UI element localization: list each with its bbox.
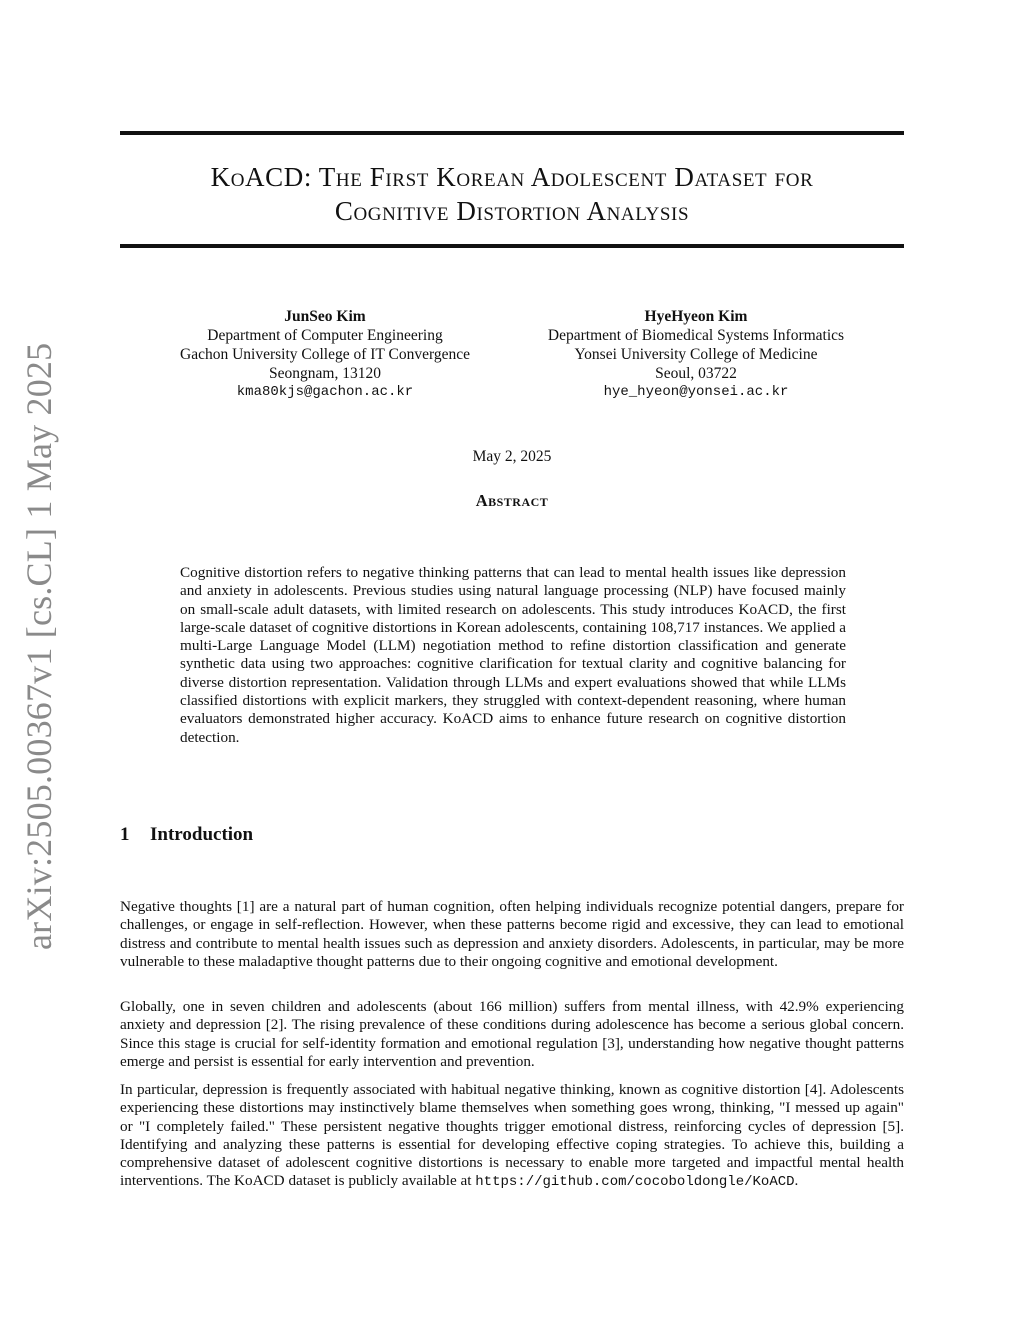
title-bottom-rule [120,244,904,248]
intro-paragraph-3-text: In particular, depression is frequently associated with habitual negative thinking, known as cognitive distortion [4]. Adolescents experiencing these distortions may instinctively blame themselves when something goes wrong, thinking, "I messed up again" or "I completely failed." These persistent negative thoughts trigger emotional distress, reinforcing cycles of depression [5]. Identifying and analyzing these patterns is essential for developing effective coping strategies. To achieve this, building a comprehensive dataset of adolescent cognitive distortions is necessary to enable more targeted and impactful mental health interventions. The KoACD dataset is publicly available at [120,1081,904,1190]
paper-title-line-1: KoACD: The First Korean Adolescent Dataset for [210,162,814,192]
section-number: 1 [120,824,130,845]
abstract-text: Cognitive distortion refers to negative thinking patterns that can lead to mental health issues like depression and anxiety in adolescents. Previous studies using natural language processing (NLP) have focused mainly on small-scale adult datasets, with limited research on adolescents. This study introduces KoACD, the first large-scale dataset of cognitive distortions in Korean adolescents, containing 108,717 instances. We applied a multi-Large Language Model (LLM) negotiation method to refine distortion classification and generate synthetic data using two approaches: cognitive clarification for textual clarity and cognitive balancing for diverse distortion representation. Validation through LLMs and expert evaluations showed that while LLMs classified distortions with explicit markers, they struggled with context-dependent reasoning, where human evaluators demonstrated higher accuracy. KoACD aims to enhance future research on cognitive distortion detection. [180,564,846,746]
author-institution: Gachon University College of IT Convergence [180,346,470,363]
paper-title-line-2: Cognitive Distortion Analysis [334,196,690,226]
title-top-rule [120,131,904,135]
abstract-heading: Abstract [475,491,549,510]
paper-title [120,160,904,228]
author-institution: Yonsei University College of Medicine [574,346,818,363]
author-department: Department of Biomedical Systems Informatics [547,327,845,344]
arxiv-identifier: arXiv:2505.00367v1 [cs.CL] 1 May 2025 [19,342,59,950]
author-email[interactable]: kma80kjs@gachon.ac.kr [236,384,414,400]
publication-date: May 2, 2025 [472,448,552,465]
author-name: HyeHyeon Kim [644,308,748,325]
intro-paragraph-3-end: . [794,1172,799,1190]
author-location: Seongnam, 13120 [269,365,381,382]
section-title: Introduction [150,824,254,845]
dataset-link[interactable]: https://github.com/cocoboldongle/KoACD [475,1174,795,1191]
author-block-2 [530,307,862,402]
section-heading-introduction [120,824,253,846]
author-name: JunSeo Kim [284,308,366,325]
intro-paragraph-1: Negative thoughts [1] are a natural part of human cognition, often helping individuals recognize potential dangers, prepare for challenges, or engage in self-reflection. However, when these patterns become rigid and excessive, they can lead to emotional distress and contribute to mental health issues such as depression and anxiety disorders. Adolescents, in particular, may be more vulnerable to these maladaptive thought patterns due to their ongoing cognitive and emotional development. [120,898,904,970]
author-location: Seoul, 03722 [655,365,737,382]
author-email[interactable]: hye_hyeon@yonsei.ac.kr [603,384,789,400]
author-block-1 [160,307,490,402]
intro-paragraph-3 [120,1081,904,1192]
author-department: Department of Computer Engineering [207,327,443,344]
intro-paragraph-2: Globally, one in seven children and adolescents (about 166 million) suffers from mental illness, with 42.9% experiencing anxiety and depression [2]. The rising prevalence of these conditions during adolescence has become a serious global concern. Since this stage is crucial for self-identity formation and emotional regulation [3], understanding how negative thought patterns emerge and persist is essential for early intervention and prevention. [120,998,904,1070]
